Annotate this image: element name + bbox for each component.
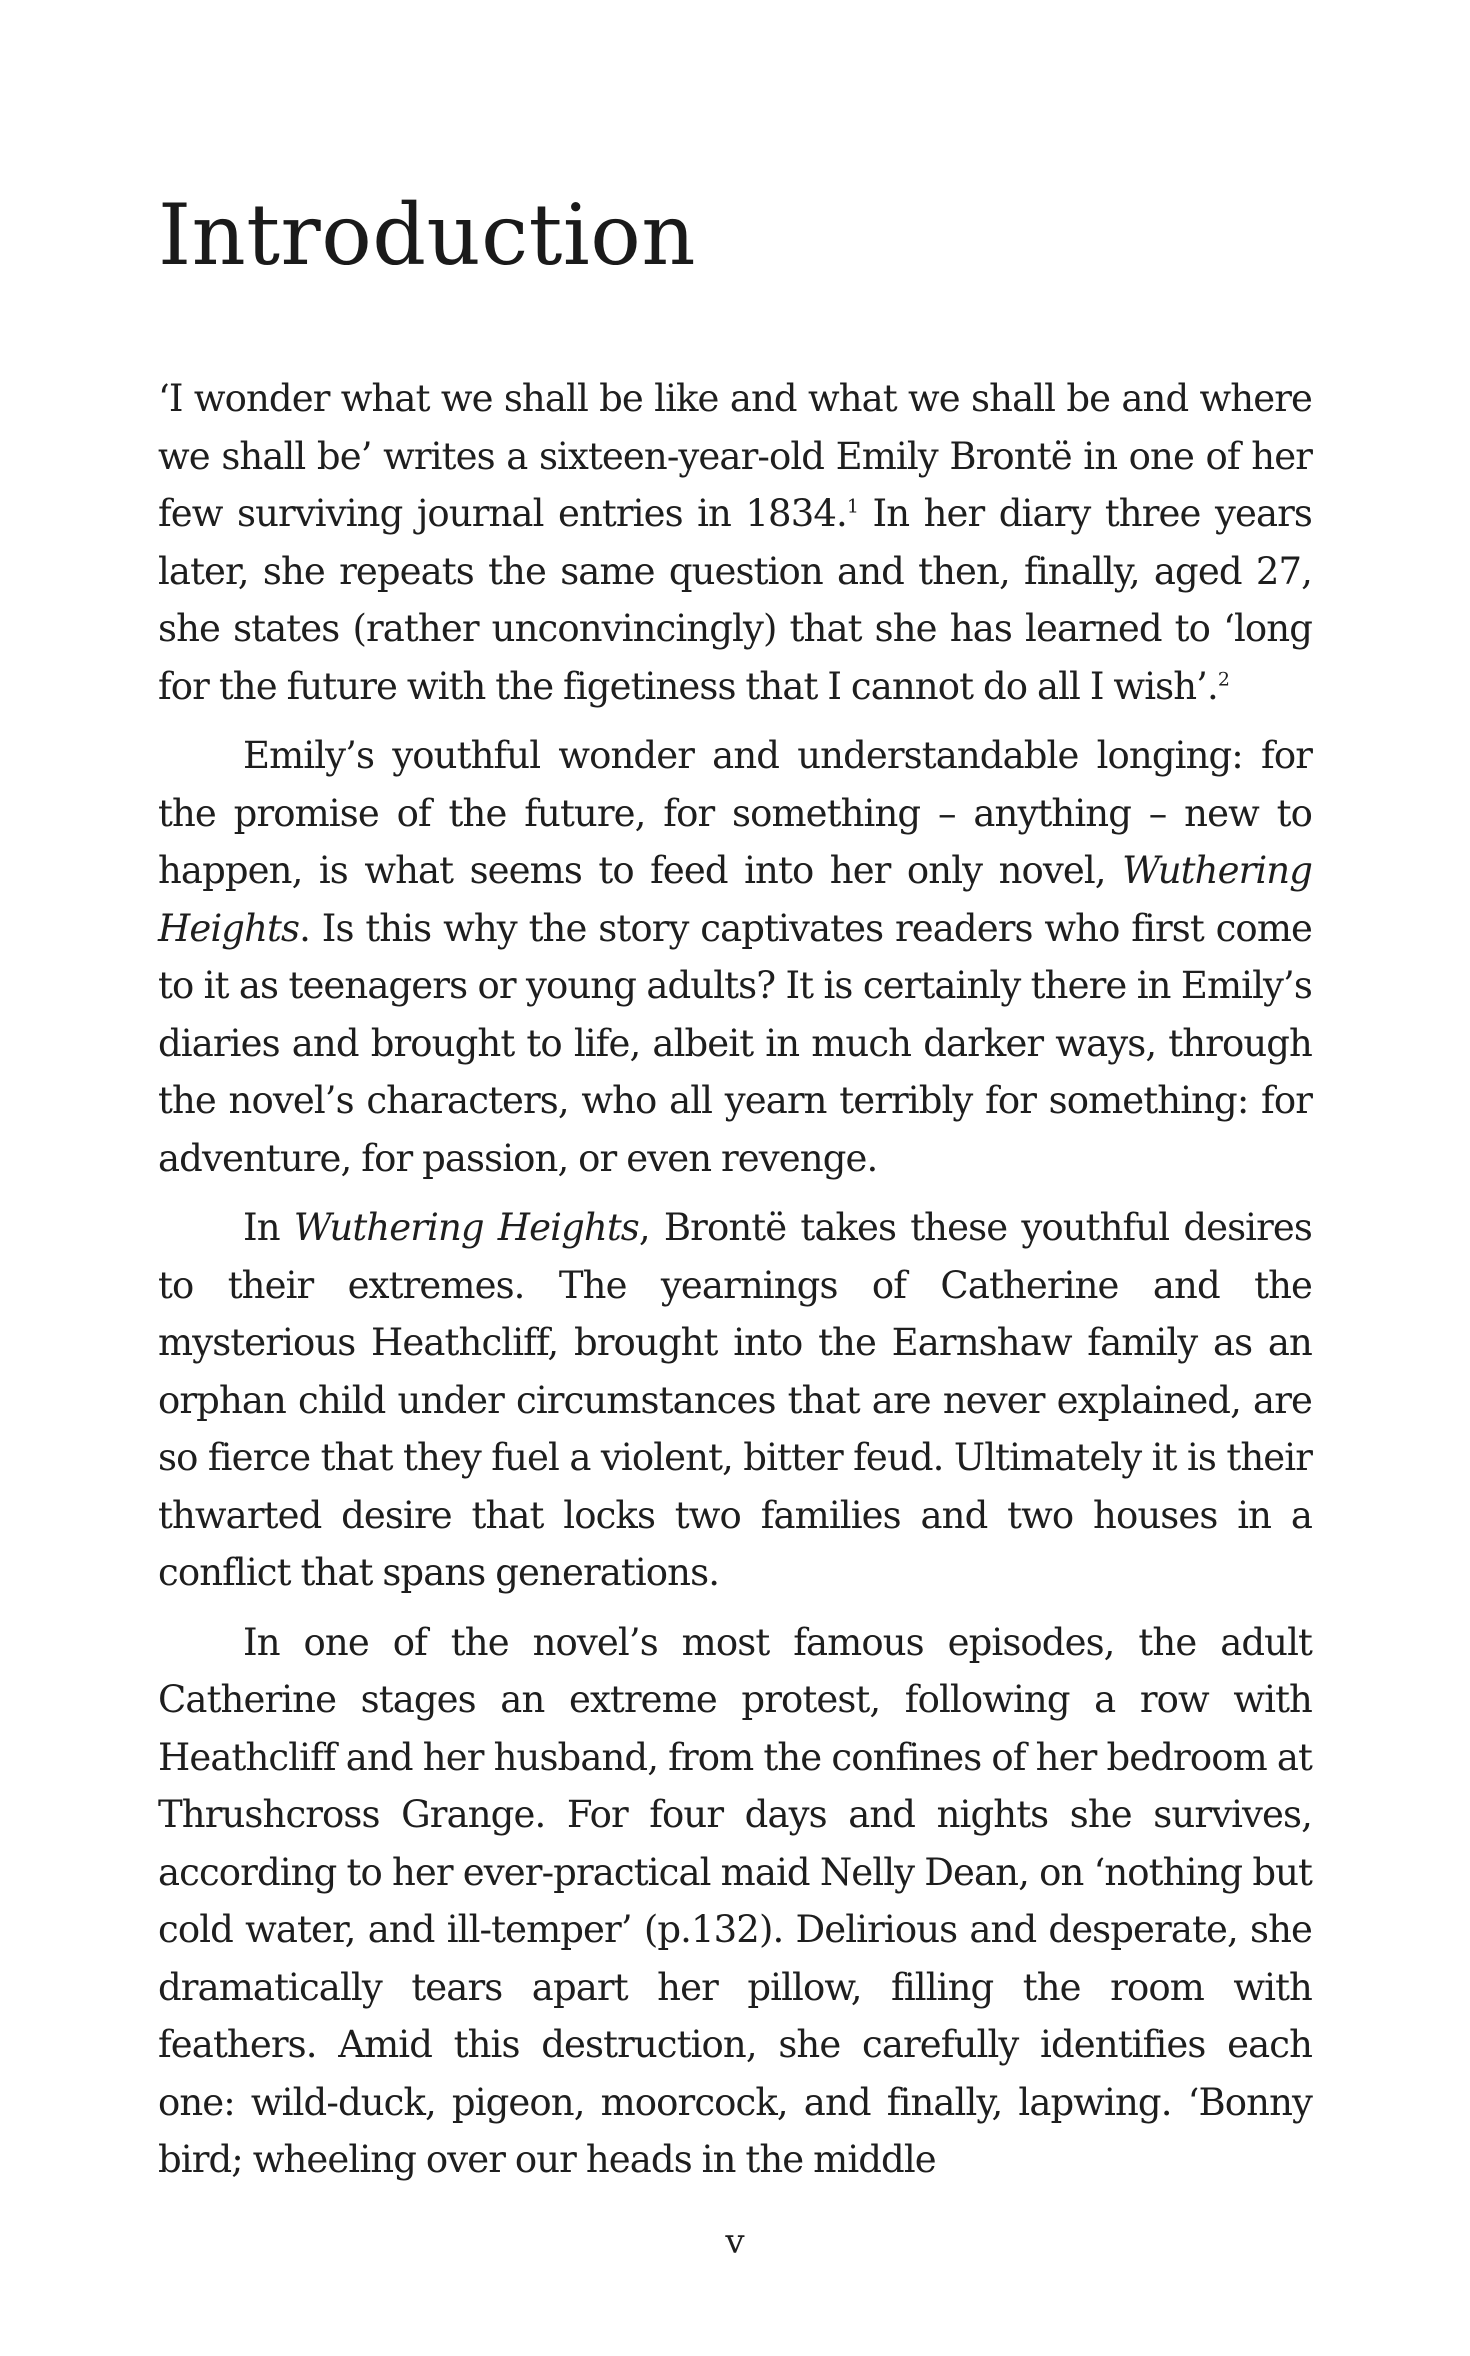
paragraph-2-text-2: . Is this why the story captivates readers who first come to it as teenagers or young adults? It is certainly there in Emily’s diaries and brought to life, albeit in much darker ways, through the novel’s characters, who all yearn terribly for something: for adventure, for passion, or even revenge. — [158, 906, 1312, 1180]
paragraph-2 — [158, 727, 1312, 1187]
paragraph-4 — [158, 1614, 1312, 2189]
paragraph-2-text-1: Emily’s youthful wonder and understandable longing: for the promise of the future, for something – anything – new to happen, is what seems to feed into her only novel, — [158, 734, 1312, 892]
footnote-marker-2[interactable]: 2 — [1217, 668, 1230, 691]
paragraph-3-text-2: , Brontë takes these youthful desires to their extremes. The yearnings of Catherine and the mysterious Heathcliff, brought into the Earnshaw family as an orphan child under circumstances that are never explained, are so fierce that they fuel a violent, bitter feud. Ultimately it is their thwarted desire that locks two families and two houses in a conflict that spans generations. — [158, 1206, 1312, 1594]
page-number: v — [725, 2222, 745, 2262]
paragraph-3-text-1: In — [243, 1206, 294, 1249]
paragraph-1 — [158, 370, 1312, 715]
paragraph-4-text-1: In one of the novel’s most famous episodes, the adult Catherine stages an extreme protest, following a row with Heathcliff and her husband, from the confines of her bedroom at Thrushcross Grange. For four days and nights she survives, according to her ever-practical maid Nelly Dean, on ‘nothing but cold water, and ill-temper’ (p.132). Delirious and desperate, she dramatically tears apart her pillow, filling the room with feathers. Amid this destruction, she carefully identifies each one: wild-duck, pigeon, moorcock, and finally, lapwing. ‘Bonny bird; wheeling over our heads in the middle — [158, 1620, 1312, 2181]
book-title-italic: Wuthering Heights — [158, 849, 1312, 950]
book-page — [158, 180, 1312, 2181]
book-title-italic: Wuthering Heights — [293, 1206, 639, 1249]
paragraph-3 — [158, 1199, 1312, 1602]
footnote-marker-1[interactable]: 1 — [846, 495, 859, 518]
body-text — [158, 370, 1312, 2189]
chapter-title: Introduction — [158, 186, 696, 284]
paragraph-1-text-1: ‘I wonder what we shall be like and what we shall be and where we shall be’ writes a sixteen-year-old Emily Brontë in one of her few surviving journal entries in 1834. — [158, 377, 1312, 535]
paragraph-1-text-2: In her diary three years later, she repeats the same question and then, finally, aged 27, she states (rather unconvincingly) that she has learned to ‘long for the future with the figetiness that I cannot do all I wish’. — [158, 492, 1312, 708]
